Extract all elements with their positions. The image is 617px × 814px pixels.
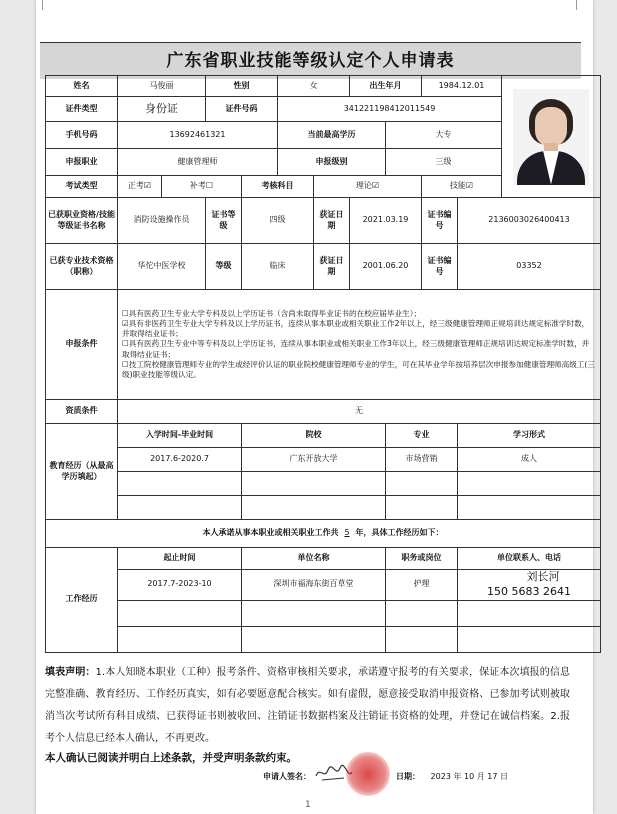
condition-item: ☐具有医药卫生专业中等专科及以上学历证书，连续从事本职业或相关职业工作3年以上，经三级健康管理师正规培训达规定标准学时数，并取得结业证书；	[122, 339, 590, 359]
id-type-label: 证件类型	[46, 97, 118, 122]
edu-empty-cell	[242, 496, 386, 520]
cert2-no: 03352	[458, 244, 601, 290]
page-number: 1	[305, 800, 311, 810]
condition-item: ☑具有非医药卫生专业大学专科及以上学历证书，连续从事本职业或相关职业工作2年以上，经三级健康管理师正规培训达规定标准学时数，并取得结业证书；	[122, 318, 590, 339]
work-period: 2017.7-2023-10	[118, 570, 242, 601]
edu-empty-cell	[458, 472, 601, 496]
birth-label: 出生年月	[350, 76, 422, 97]
work-header-employer: 单位名称	[242, 548, 386, 570]
red-fingerprint-seal	[346, 752, 390, 796]
edu-empty-cell	[118, 472, 242, 496]
education-level-value: 大专	[386, 122, 502, 149]
phone-value: 13692461321	[118, 122, 278, 149]
work-empty-cell	[242, 626, 386, 652]
condition-item: ☐具有医药卫生专业大学专科及以上学历证书（含尚未取得毕业证书的在校应届毕业生）；	[122, 308, 422, 318]
work-empty-cell	[118, 600, 242, 626]
date-label: 日期：	[396, 772, 420, 781]
id-type-value: 身份证	[118, 97, 206, 122]
work-contact	[458, 570, 601, 601]
applicant-photo	[513, 89, 589, 185]
exam-first-check: 正考☑	[118, 176, 162, 198]
work-empty-cell	[118, 626, 242, 652]
cert1-name: 消防设施操作员	[118, 198, 206, 244]
conditions-label: 申报条件	[46, 290, 118, 400]
page-corner-mark	[32, 0, 43, 10]
cert2-date: 2001.06.20	[350, 244, 422, 290]
edu-header-period: 入学时间-毕业时间	[118, 424, 242, 448]
edu-empty-cell	[386, 496, 458, 520]
declaration-body: 1.本人知晓本职业（工种）报考条件、资格审核相关要求，承诺遵守报考的有关要求，保证本次填报的信息完整准确、教育经历、工作经历真实，如有必要愿意配合核实。如有虚假，愿意接受取消申报资格、已参加考试则被取消当次考试所有科目成绩、已获得证书则被收回、注销证书数据档案及注销证书资格的处理，并登记在诚信档案。2.报考个人信息已经本人确认，不再更改。	[45, 667, 571, 744]
cert2-label: 已获专业技术资格（职称）	[46, 244, 118, 290]
work-empty-cell	[242, 600, 386, 626]
id-no-label: 证件号码	[206, 97, 278, 122]
apply-level-value: 三级	[386, 149, 502, 176]
phone-label: 手机号码	[46, 122, 118, 149]
edu-period: 2017.6-2020.7	[118, 448, 242, 472]
cert2-date-label: 获证日期	[314, 244, 350, 290]
sign-date	[396, 771, 508, 782]
cert1-date: 2021.03.19	[350, 198, 422, 244]
work-header-position: 职务或岗位	[386, 548, 458, 570]
photo-cell	[502, 76, 601, 198]
work-position: 护理	[386, 570, 458, 601]
name-value: 马俊丽	[118, 76, 206, 97]
conditions-list	[118, 290, 601, 400]
page-corner-mark	[576, 0, 587, 10]
gender-value: 女	[278, 76, 350, 97]
edu-header-major: 专业	[386, 424, 458, 448]
qualification-label: 资质条件	[46, 400, 118, 424]
apply-job-value: 健康管理师	[118, 149, 278, 176]
cert1-no-label: 证书编号	[422, 198, 458, 244]
cert1-date-label: 获证日期	[314, 198, 350, 244]
edu-school: 广东开放大学	[242, 448, 386, 472]
work-employer: 深圳市福海东街百草堂	[242, 570, 386, 601]
cert2-no-label: 证书编号	[422, 244, 458, 290]
skill-check: 技能☑	[422, 176, 502, 198]
qualification-value: 无	[118, 400, 601, 424]
work-header-contact: 单位联系人、电话	[458, 548, 601, 570]
declaration-heading: 填表声明：	[45, 667, 96, 678]
edu-empty-cell	[242, 472, 386, 496]
edu-header-school: 院校	[242, 424, 386, 448]
work-header-period: 起止时间	[118, 548, 242, 570]
cert2-name: 华佗中医学校	[118, 244, 206, 290]
education-label: 教育经历（从最高学历填起）	[46, 424, 118, 520]
contact-name: 刘长河	[526, 570, 560, 583]
cert2-level: 临床	[242, 244, 314, 290]
edu-major: 市场营销	[386, 448, 458, 472]
cert1-level: 四级	[242, 198, 314, 244]
form-title: 广东省职业技能等级认定个人申请表	[40, 42, 581, 79]
cert2-level-label: 等级	[206, 244, 242, 290]
condition-item: ☐技工院校健康管理师专业的学生或经评价认证的职业院校健康管理师专业的学生，可在其毕业学年按培养层次申报参加健康管理师高级工(三级)职业技能等级认定。	[122, 359, 595, 380]
application-form	[45, 75, 601, 653]
birth-value: 1984.12.01	[422, 76, 502, 97]
work-years-statement: 本人承诺从事本职业或相关职业工作共 5 年，具体工作经历如下：	[46, 520, 601, 548]
edu-empty-cell	[386, 472, 458, 496]
work-label: 工作经历	[46, 548, 118, 653]
gender-label: 性别	[206, 76, 278, 97]
exam-type-label: 考试类型	[46, 176, 118, 198]
theory-check: 理论☑	[314, 176, 422, 198]
contact-phone: 150 5683 2641	[487, 584, 571, 598]
exam-retake-check: 补考☐	[162, 176, 242, 198]
edu-mode: 成人	[458, 448, 601, 472]
work-empty-cell	[386, 626, 458, 652]
work-empty-cell	[458, 626, 601, 652]
education-level-label: 当前最高学历	[278, 122, 386, 149]
cert1-label: 已获职业资格/技能等级证书名称	[46, 198, 118, 244]
edu-header-mode: 学习形式	[458, 424, 601, 448]
signature-line	[263, 771, 311, 782]
apply-level-label: 申报级别	[278, 149, 386, 176]
edu-empty-cell	[458, 496, 601, 520]
work-empty-cell	[386, 600, 458, 626]
work-empty-cell	[458, 600, 601, 626]
edu-empty-cell	[118, 496, 242, 520]
apply-job-label: 申报职业	[46, 149, 118, 176]
cert1-level-label: 证书等级	[206, 198, 242, 244]
name-label: 姓名	[46, 76, 118, 97]
subjects-label: 考核科目	[242, 176, 314, 198]
confirm-statement: 本人确认已阅读并明白上述条款，并受声明条款约束。	[45, 752, 297, 764]
declaration	[45, 662, 570, 750]
signature-label: 申请人签名：	[263, 772, 311, 781]
cert1-no: 2136003026400413	[458, 198, 601, 244]
id-no-value: 341221198412011549	[278, 97, 502, 122]
work-years-value: 5	[344, 528, 350, 538]
date-value: 2023 年 10 月 17 日	[430, 772, 508, 781]
